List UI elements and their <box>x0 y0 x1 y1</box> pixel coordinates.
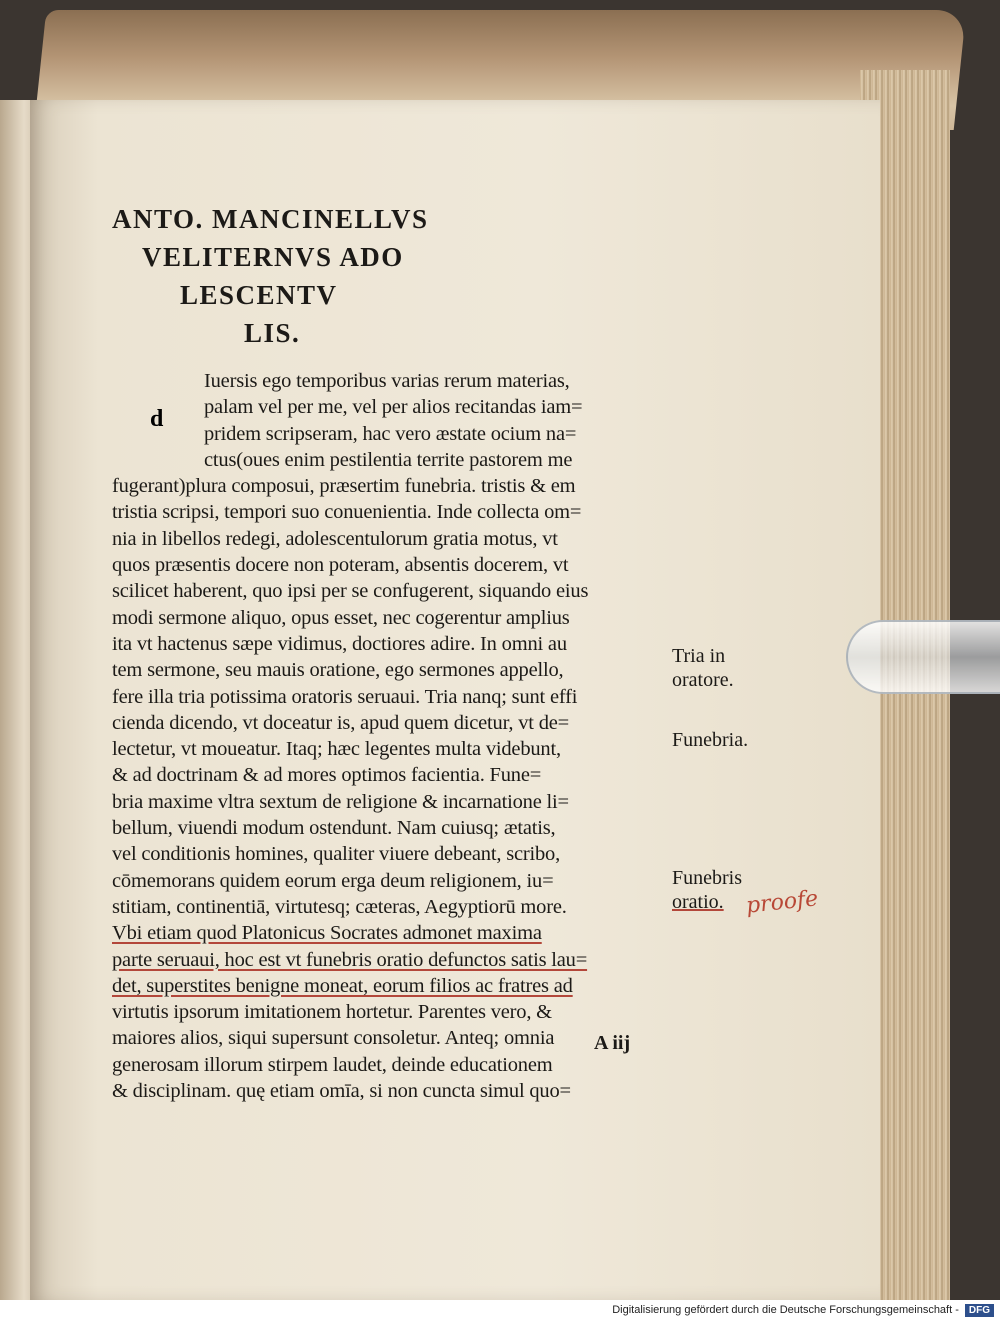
text-line: cōmemorans quidem eorum erga deum religionem, iu= <box>112 869 554 892</box>
margin-note-line: Tria in <box>672 645 726 667</box>
text-line: vel conditionis homines, qualiter viuere debeant, scribo, <box>112 843 561 866</box>
margin-note-line: oratore. <box>672 669 734 691</box>
text-line: nia in libellos redegi, adolescentulorum gratia motus, vt <box>112 527 558 550</box>
text-line: modi sermone aliquo, opus esset, nec cogerentur amplius <box>112 606 570 629</box>
margin-note-line: Funebria. <box>672 729 749 751</box>
text-line: Vbi etiam quod Platonicus Socrates admonet maxima <box>112 922 542 945</box>
heading-line: VELITERNVS ADO <box>142 242 404 272</box>
guide-letter: d <box>150 406 164 432</box>
dfg-logo: DFG <box>965 1304 994 1317</box>
text-line: tristia scripsi, tempori suo conuenientia. Inde collecta om= <box>112 501 582 524</box>
text-line: parte seruaui, hoc est vt funebris oratio defunctos satis lau= <box>112 948 588 971</box>
text-line: det, superstites benigne moneat, eorum filios ac fratres ad <box>112 974 573 997</box>
heading-line: ANTO. MANCINELLVS <box>112 204 429 234</box>
handwritten-annotation: proofe <box>744 886 820 919</box>
text-line: virtutis ipsorum imitationem hortetur. Parentes vero, & <box>112 1001 552 1024</box>
text-line: & disciplinam. quę etiam omīa, si non cuncta simul quo= <box>112 1080 571 1103</box>
text-line: Iuersis ego temporibus varias rerum materias, <box>204 370 570 392</box>
text-line: stitiam, continentiā, virtutesq; cæteras, Aegyptiorū more. <box>112 895 567 918</box>
text-line: ita vt hactenus sæpe vidimus, doctiores adire. In omni au <box>112 632 567 655</box>
page-heading <box>112 200 672 352</box>
heading-line: LESCENTV <box>180 280 338 310</box>
text-line: cienda dicendo, vt doceatur is, apud quem dicetur, vt de= <box>112 711 570 734</box>
margin-note-funebris <box>672 866 742 914</box>
text-line: & ad doctrinam & ad mores optimos facientia. Fune= <box>112 764 542 787</box>
margin-note-line: oratio. <box>672 891 724 913</box>
signature-mark: A iij <box>594 1032 631 1054</box>
text-line: pridem scripseram, hac vero æstate ocium na= <box>204 422 577 445</box>
margin-note-tria <box>672 644 734 692</box>
text-line: bellum, viuendi modum ostendunt. Nam cuiusq; ætatis, <box>112 817 556 840</box>
text-line: bria maxime vltra sextum de religione & incarnatione li= <box>112 790 569 813</box>
margin-note-funebria <box>672 728 748 752</box>
text-line: ctus(oues enim pestilentia territe pastorem me <box>204 448 573 471</box>
margin-note-line: Funebris <box>672 867 742 889</box>
text-line: tem sermone, seu mauis oratione, ego sermones appello, <box>112 659 564 682</box>
text-line: scilicet haberent, quo ipsi per se confugerent, siquando eius <box>112 580 589 603</box>
text-line: fugerant)plura composui, præsertim funebria. tristis & em <box>112 475 576 498</box>
text-line: fere illa tria potissima oratoris seruaui. Tria nanq; sunt effi <box>112 685 578 708</box>
footer-credit: Digitalisierung gefördert durch die Deutsche Forschungsgemeinschaft - <box>612 1304 959 1316</box>
glass-page-clamp <box>846 620 1000 694</box>
text-line: quos præsentis docere non poteram, absentis docerem, vt <box>112 554 569 577</box>
text-line: palam vel per me, vel per alios recitandas iam= <box>204 396 583 419</box>
text-block <box>112 200 672 1104</box>
text-line: generosam illorum stirpem laudet, deinde educationem <box>112 1053 553 1076</box>
body-text <box>112 368 672 1104</box>
text-line: maiores alios, siqui supersunt consoletur. Anteq; omnia <box>112 1027 555 1050</box>
heading-line: LIS. <box>244 318 301 348</box>
text-line: lectetur, vt moueatur. Itaq; hæc legentes multa videbunt, <box>112 738 561 761</box>
digitization-footer <box>0 1300 1000 1320</box>
